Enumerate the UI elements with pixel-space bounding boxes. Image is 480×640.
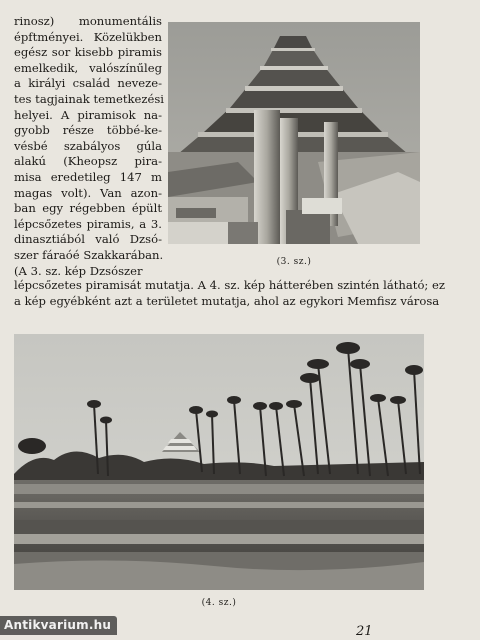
text-line: magas volt). Van azon- (14, 185, 162, 200)
step-pyramid-illustration (168, 22, 420, 244)
text-line: lépcsőzetes piramisát mutatja. A 4. sz. kép hátterében szintén látható; ez (14, 278, 445, 292)
palm-landscape-illustration (14, 334, 424, 590)
text-line: (A 3. sz. kép Dzsószer (14, 263, 143, 278)
figure-3-caption: (3. sz.) (276, 257, 312, 267)
page-number: 21 (356, 624, 373, 639)
text-line: a kép egyébként azt a területet mutatja, ahol az egykori Memfisz városa (14, 294, 440, 308)
text-line: ban egy régebben épült (14, 201, 162, 216)
text-line: dinasztiából való Dzsó- (14, 232, 162, 247)
text-line: lépcsőzetes piramis, a 3. (14, 216, 162, 231)
text-line: egész sor kisebb piramis (14, 45, 162, 60)
text-line: rinosz) monumentális (14, 14, 162, 28)
text-line: gyobb része többé-ke- (14, 123, 162, 138)
text-line: épftményei. Közelükben (14, 29, 162, 44)
text-line: emelkedik, valószínűleg (14, 60, 162, 75)
column-paragraph (14, 14, 162, 279)
figure-4-caption: (4. sz.) (201, 598, 237, 608)
text-line: misa eredetileg 147 m (14, 169, 162, 184)
text-line: helyei. A piramisok na- (14, 107, 162, 122)
text-line: alakú (Kheopsz pira- (14, 154, 162, 169)
step-pyramid-photo (168, 22, 420, 244)
text-line: vésbé szabályos gúla (14, 138, 162, 153)
watermark-label: Antikvarium.hu (0, 616, 117, 635)
text-line: a királyi család neveze- (14, 76, 162, 91)
full-width-paragraph (14, 277, 445, 309)
palm-landscape-photo (14, 334, 424, 590)
text-line: tes tagjainak temetkezési (14, 91, 164, 106)
text-line: szer fáraóé Szakkarában. (14, 247, 164, 262)
